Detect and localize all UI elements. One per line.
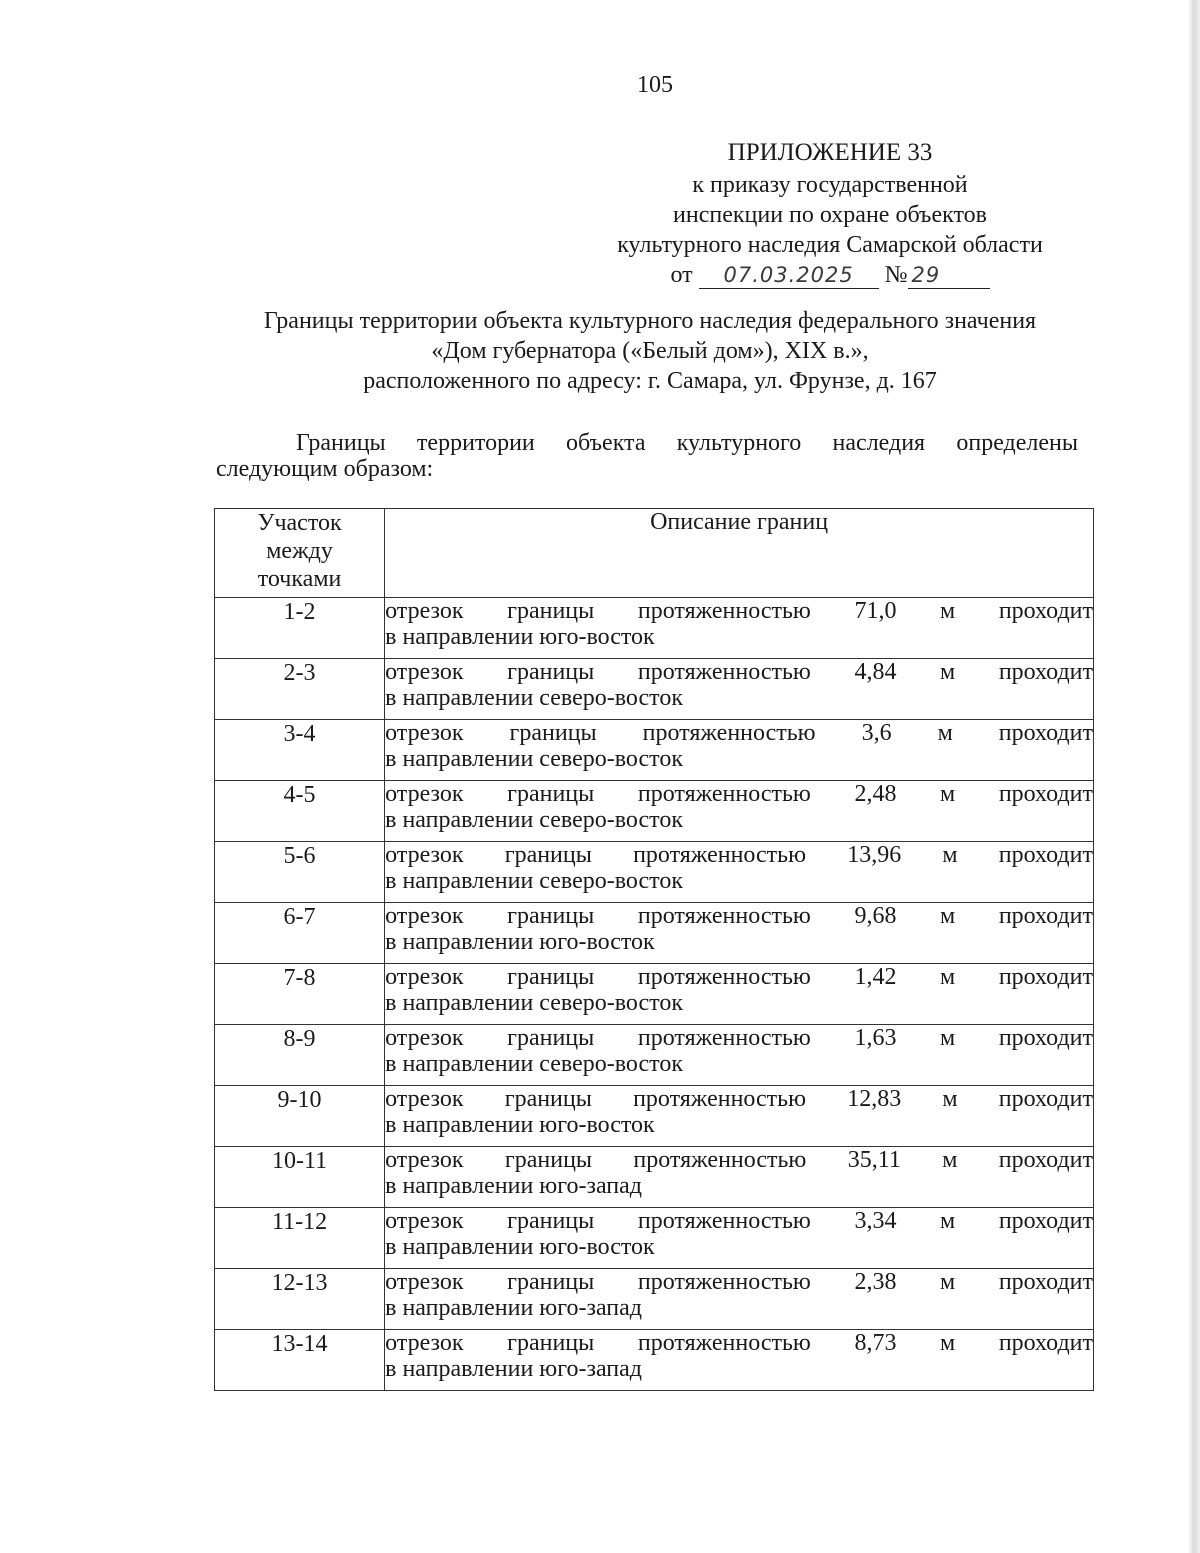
direction-text: в направлении северо-восток <box>385 807 683 833</box>
word-passes: проходит <box>998 842 1093 868</box>
word-border: границы <box>507 659 595 685</box>
title-line-3: расположенного по адресу: г. Самара, ул. Фрунзе, д. 167 <box>363 368 937 394</box>
word-segment: отрезок <box>385 1147 464 1173</box>
description-cell <box>385 964 1094 1025</box>
word-length-label: протяженностью <box>633 1086 807 1112</box>
length-unit: м <box>940 1269 956 1295</box>
description-cell <box>385 1330 1094 1391</box>
word-passes: проходит <box>998 781 1093 807</box>
word-segment: отрезок <box>385 1208 464 1234</box>
description-line-1 <box>385 720 1093 746</box>
word-passes: проходит <box>998 720 1093 746</box>
word-length-label: протяженностью <box>637 598 811 624</box>
direction-text: в направлении юго-восток <box>385 624 655 650</box>
direction-text: в направлении юго-восток <box>385 1234 655 1260</box>
appendix-line-1: к приказу государственной <box>692 172 968 198</box>
title-line-1: Границы территории объекта культурного наследия федерального значения <box>263 308 1037 334</box>
segment-cell: 12-13 <box>215 1269 385 1330</box>
word-passes: проходит <box>998 598 1093 624</box>
direction-text: в направлении юго-запад <box>385 1356 642 1382</box>
description-line-1 <box>385 1147 1093 1173</box>
description-line-1 <box>385 781 1093 807</box>
word-border: границы <box>507 903 595 929</box>
segment-cell: 8-9 <box>215 1025 385 1086</box>
word-passes: проходит <box>998 903 1093 929</box>
segment-cell: 4-5 <box>215 781 385 842</box>
word-passes: проходит <box>998 1330 1093 1356</box>
word-passes: проходит <box>998 1086 1093 1112</box>
word-border: границы <box>507 1330 595 1356</box>
length-value: 3,34 <box>854 1208 897 1234</box>
length-unit: м <box>940 659 956 685</box>
length-value: 2,48 <box>854 781 897 807</box>
length-value: 3,6 <box>861 720 892 746</box>
segment-cell: 5-6 <box>215 842 385 903</box>
intro-paragraph <box>216 430 1078 482</box>
table-header-row <box>215 509 1094 598</box>
word-border: границы <box>509 720 597 746</box>
word-segment: отрезок <box>385 1269 464 1295</box>
description-line-1 <box>385 598 1093 624</box>
length-value: 12,83 <box>847 1086 902 1112</box>
appendix-line-3: культурного наследия Самарской области <box>617 232 1043 258</box>
table-row <box>215 720 1094 781</box>
page-number: 105 <box>637 72 673 98</box>
word-passes: проходит <box>998 964 1093 990</box>
word-length-label: протяженностью <box>637 1025 811 1051</box>
title-line-2: «Дом губернатора («Белый дом»), XIX в.», <box>431 338 869 364</box>
length-unit: м <box>940 964 956 990</box>
table-row <box>215 1330 1094 1391</box>
intro-line-1: Границы территории объекта культурного наследия определены <box>296 430 1078 456</box>
description-line-1 <box>385 1269 1093 1295</box>
order-number-handwritten: 29 <box>908 262 990 289</box>
word-length-label: протяженностью <box>642 720 816 746</box>
description-cell <box>385 781 1094 842</box>
word-length-label: протяженностью <box>637 781 811 807</box>
table-row <box>215 1147 1094 1208</box>
length-value: 13,96 <box>847 842 902 868</box>
header-segment-line-3: точками <box>257 566 342 592</box>
length-value: 1,42 <box>854 964 897 990</box>
segment-cell: 7-8 <box>215 964 385 1025</box>
direction-text: в направлении северо-восток <box>385 685 683 711</box>
table-row <box>215 1269 1094 1330</box>
appendix-block <box>560 138 1100 290</box>
document-title <box>200 306 1100 396</box>
table-row <box>215 964 1094 1025</box>
word-segment: отрезок <box>385 598 464 624</box>
table-row <box>215 781 1094 842</box>
direction-text: в направлении северо-восток <box>385 990 683 1016</box>
word-passes: проходит <box>998 1269 1093 1295</box>
word-border: границы <box>507 598 595 624</box>
header-segment-line-1: Участок <box>257 510 342 536</box>
order-date-line <box>560 260 1100 290</box>
description-line-1 <box>385 1208 1093 1234</box>
word-length-label: протяженностью <box>633 842 807 868</box>
word-segment: отрезок <box>385 903 464 929</box>
segment-cell: 1-2 <box>215 598 385 659</box>
table-row <box>215 598 1094 659</box>
word-border: границы <box>507 1208 595 1234</box>
description-cell <box>385 842 1094 903</box>
word-length-label: протяженностью <box>637 964 811 990</box>
word-passes: проходит <box>998 1147 1093 1173</box>
date-prefix: от <box>670 262 693 288</box>
word-length-label: протяженностью <box>637 1208 811 1234</box>
word-border: границы <box>504 1086 592 1112</box>
number-sign: № <box>884 262 908 288</box>
word-segment: отрезок <box>385 1086 464 1112</box>
direction-text: в направлении северо-восток <box>385 746 683 772</box>
length-value: 4,84 <box>854 659 897 685</box>
description-cell <box>385 1025 1094 1086</box>
word-passes: проходит <box>998 1208 1093 1234</box>
word-segment: отрезок <box>385 842 464 868</box>
length-value: 9,68 <box>854 903 897 929</box>
description-cell <box>385 1147 1094 1208</box>
length-unit: м <box>942 1147 958 1173</box>
word-length-label: протяженностью <box>637 659 811 685</box>
table-row <box>215 1086 1094 1147</box>
length-unit: м <box>942 842 958 868</box>
description-line-1 <box>385 903 1093 929</box>
direction-text: в направлении северо-восток <box>385 868 683 894</box>
word-border: границы <box>507 1269 595 1295</box>
description-line-1 <box>385 1330 1093 1356</box>
segment-cell: 3-4 <box>215 720 385 781</box>
description-cell <box>385 1269 1094 1330</box>
description-cell <box>385 598 1094 659</box>
intro-line-2: следующим образом: <box>216 456 434 482</box>
appendix-line-2: инспекции по охране объектов <box>673 202 987 228</box>
word-border: границы <box>507 964 595 990</box>
description-line-1 <box>385 1086 1093 1112</box>
word-border: границы <box>504 1147 593 1173</box>
word-passes: проходит <box>998 659 1093 685</box>
word-border: границы <box>504 842 592 868</box>
description-cell <box>385 720 1094 781</box>
length-unit: м <box>937 720 953 746</box>
table-body <box>215 598 1094 1391</box>
appendix-title: ПРИЛОЖЕНИЕ 33 <box>727 139 933 166</box>
scan-edge-shadow <box>1100 0 1200 1553</box>
length-value: 1,63 <box>854 1025 897 1051</box>
word-segment: отрезок <box>385 781 464 807</box>
length-unit: м <box>940 1330 956 1356</box>
description-cell <box>385 1086 1094 1147</box>
table-row <box>215 842 1094 903</box>
word-segment: отрезок <box>385 964 464 990</box>
description-cell <box>385 903 1094 964</box>
length-unit: м <box>940 1208 956 1234</box>
header-description: Описание границ <box>385 509 1094 598</box>
length-value: 2,38 <box>854 1269 897 1295</box>
segment-cell: 10-11 <box>215 1147 385 1208</box>
segment-cell: 11-12 <box>215 1208 385 1269</box>
word-segment: отрезок <box>385 1330 464 1356</box>
length-unit: м <box>940 781 956 807</box>
direction-text: в направлении северо-восток <box>385 1051 683 1077</box>
length-value: 8,73 <box>854 1330 897 1356</box>
word-border: границы <box>507 1025 595 1051</box>
direction-text: в направлении юго-восток <box>385 1112 655 1138</box>
segment-cell: 2-3 <box>215 659 385 720</box>
table-row <box>215 1208 1094 1269</box>
description-line-1 <box>385 1025 1093 1051</box>
order-date-handwritten: 07.03.2025 <box>699 262 879 289</box>
word-segment: отрезок <box>385 720 464 746</box>
description-line-1 <box>385 964 1093 990</box>
description-line-1 <box>385 842 1093 868</box>
length-unit: м <box>940 598 956 624</box>
length-value: 71,0 <box>854 598 897 624</box>
direction-text: в направлении юго-восток <box>385 929 655 955</box>
description-line-1 <box>385 659 1093 685</box>
header-segment <box>215 509 385 598</box>
description-cell <box>385 659 1094 720</box>
table-row <box>215 1025 1094 1086</box>
length-unit: м <box>940 903 956 929</box>
word-length-label: протяженностью <box>637 1269 811 1295</box>
word-border: границы <box>507 781 595 807</box>
word-segment: отрезок <box>385 659 464 685</box>
segment-cell: 6-7 <box>215 903 385 964</box>
direction-text: в направлении юго-запад <box>385 1295 642 1321</box>
word-segment: отрезок <box>385 1025 464 1051</box>
description-cell <box>385 1208 1094 1269</box>
segment-cell: 13-14 <box>215 1330 385 1391</box>
length-unit: м <box>940 1025 956 1051</box>
length-unit: м <box>942 1086 958 1112</box>
length-value: 35,11 <box>847 1147 901 1173</box>
direction-text: в направлении юго-запад <box>385 1173 642 1199</box>
boundaries-table <box>214 508 1094 1391</box>
table-row <box>215 903 1094 964</box>
segment-cell: 9-10 <box>215 1086 385 1147</box>
word-length-label: протяженностью <box>637 1330 811 1356</box>
word-passes: проходит <box>998 1025 1093 1051</box>
word-length-label: протяженностью <box>633 1147 807 1173</box>
word-length-label: протяженностью <box>637 903 811 929</box>
header-segment-line-2: между <box>266 538 333 564</box>
table-row <box>215 659 1094 720</box>
